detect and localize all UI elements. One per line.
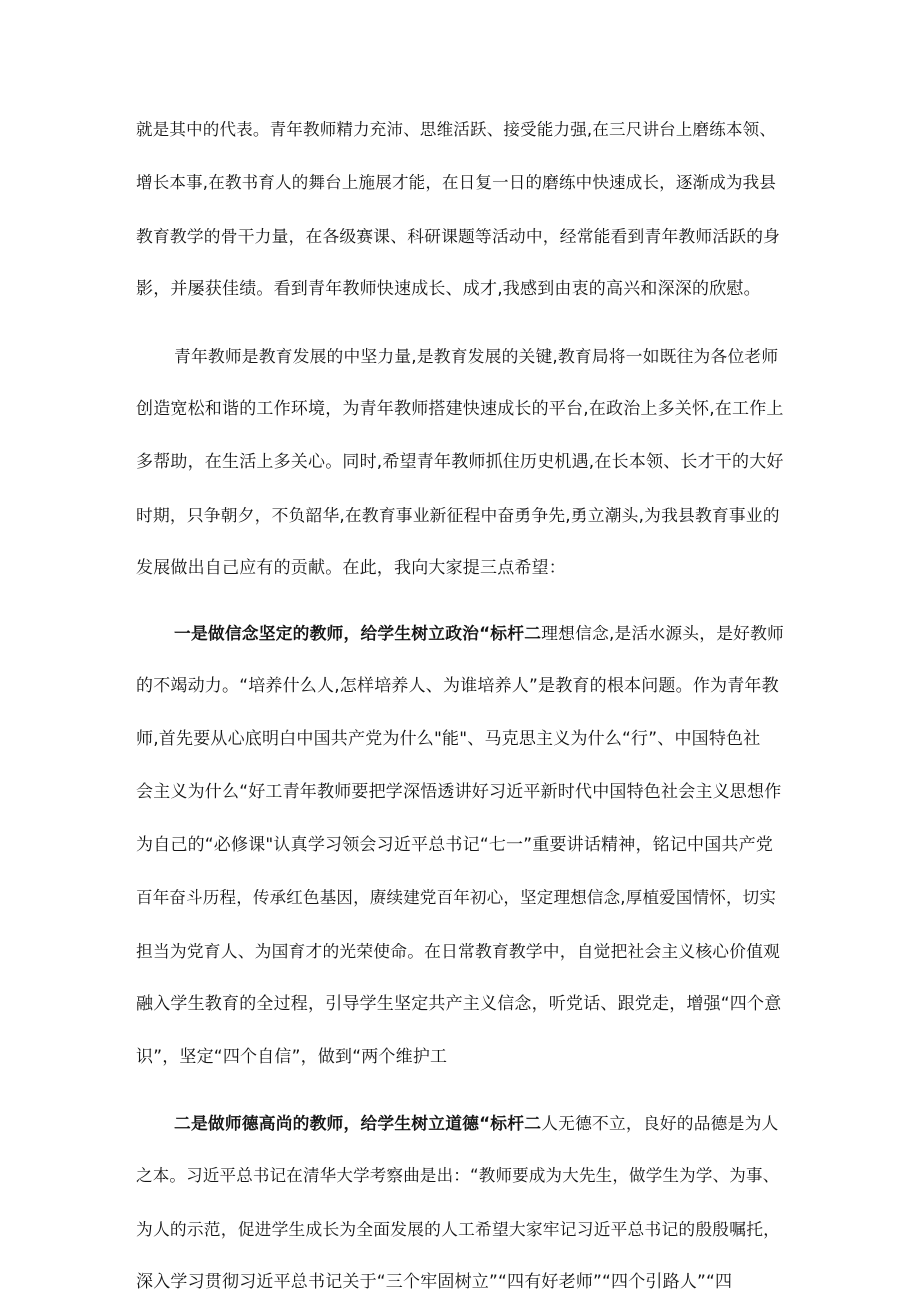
paragraph-2-line-5: [136, 557, 566, 579]
paragraph-3-line-7: [136, 940, 780, 962]
paragraph-4-line-4: [136, 1271, 732, 1293]
text-run: 的不竭动力。“培养什么人,怎样培养人、为谁培养人”是教育的根本问题。作为青年教: [136, 675, 779, 696]
paragraph-3-line-1: [174, 622, 784, 644]
paragraph-3-line-2: [136, 675, 779, 697]
paragraph-2-line-1: [174, 345, 778, 367]
text-run: 融入学生教育的全过程，引导学生坚定共产主义信念，听党话、跟党走，增强“四个意: [136, 994, 782, 1015]
text-run: 增长本事,在教书育人的舞台上施展才能，在日复一日的磨练中快速成长，逐渐成为我县: [136, 173, 777, 193]
paragraph-4-line-3: [136, 1218, 780, 1240]
text-run: 会主义为什么“好工青年教师要把学深悟透讲好习近平新时代中国特色社会主义思想作: [136, 781, 782, 802]
paragraph-1-line-1: [136, 119, 776, 141]
paragraph-3-line-3: [136, 728, 760, 750]
paragraph-2-line-3: [136, 451, 784, 473]
text-run: 深入学习贯彻习近平总书记关于“三个牢固树立”“四有好老师”“四个引路人”“四: [136, 1272, 733, 1292]
text-run: 多帮助，在生活上多关心。同时,希望青年教师抓住历史机遇,在长本领、长才干的大好: [136, 451, 784, 472]
paragraph-3-line-6: [136, 887, 776, 909]
paragraph-1-line-2: [136, 172, 776, 194]
paragraph-4-line-2: [136, 1165, 779, 1187]
paragraph-2-line-4: [136, 504, 780, 526]
text-run: 就是其中的代表。青年教师精力充沛、思维活跃、接受能力强,在三尺讲台上磨练本领、: [136, 120, 777, 139]
text-run: 创造宽松和谐的工作环境，为青年教师搭建快速成长的平台,在政治上多关怀,在工作上: [136, 398, 784, 419]
text-run: 理想信念,是活水源头，是好教师: [541, 622, 784, 643]
text-run: 为自己的“必修课"认真学习领会习近平总书记“七一”重要讲话精神，铭记中国共产党: [136, 834, 774, 855]
text-run: 担当为党育人、为国育才的光荣使命。在日常教育教学中，自觉把社会主义核心价值观: [136, 941, 781, 962]
text-run: 青年教师是教育发展的中坚力量,是教育发展的关键,教育局将一如既往为各位老师: [174, 345, 779, 366]
text-run: 教育教学的骨干力量，在各级赛课、科研课题等活动中，经常能看到青年教师活跃的身: [136, 226, 781, 247]
text-run: 百年奋斗历程，传承红色基因，赓续建党百年初心，坚定理想信念,厚植爱国情怀，切实: [136, 888, 777, 907]
paragraph-2-line-2: [136, 398, 784, 420]
text-run: 师,首先要从心底明白中国共产党为什么"能"、马克思主义为什么“行”、中国特色社: [136, 728, 761, 749]
text-run: 为人的示范，促进学生成长为全面发展的人工希望大家牢记习近平总书记的殷殷嘱托，: [136, 1218, 781, 1239]
paragraph-3-line-9: [136, 1046, 447, 1068]
text-run: 识”，坚定“四个自信”，做到“两个维护工: [136, 1047, 448, 1068]
paragraph-4-line-1: [174, 1112, 778, 1134]
paragraph-3-line-8: [136, 993, 781, 1015]
text-run: 时期，只争朝夕，不负韶华,在教育事业新征程中奋勇争先,勇立潮头,为我县教育事业的: [136, 504, 780, 525]
paragraph-3-line-5: [136, 834, 773, 856]
section-heading-2: 二是做师德高尚的教师，给学生树立道德“标杆二: [174, 1112, 542, 1133]
paragraph-1-line-3: [136, 225, 780, 247]
text-run: 影，并屡获佳绩。看到青年教师快速成长、成才,我感到由衷的高兴和深深的欣慰。: [136, 279, 761, 300]
paragraph-1-line-4: [136, 278, 761, 300]
paragraph-3-line-4: [136, 781, 781, 803]
text-run: 之本。习近平总书记在清华大学考察曲是出：“教师要成为大先生，做学生为学、为事、: [136, 1165, 780, 1185]
text-run: 发展做出自己应有的贡献。在此，我向大家提三点希望：: [136, 558, 566, 579]
section-heading-1: 一是做信念坚定的教师，给学生树立政治“标杆二: [174, 622, 542, 643]
text-run: 人无德不立，良好的品德是为人: [541, 1112, 779, 1133]
